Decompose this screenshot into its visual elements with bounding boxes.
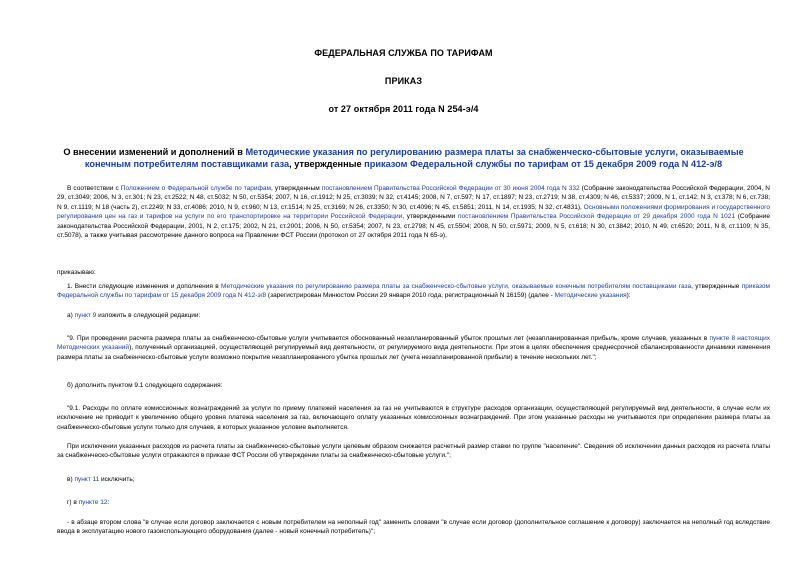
- link-order-412[interactable]: приказом Федеральной службы по тарифам от 15 декабря 2009 года N 412-э/8: [57, 283, 770, 300]
- link-point-9[interactable]: пункт 9: [74, 312, 97, 319]
- link-government-decree-1021[interactable]: постановлением Правительства Российской Федерации от 29 декабря 2000 года N 1021: [458, 213, 736, 221]
- quote-point-9-1-second: При исключении указанных расходов из расчета платы за снабженческо-сбытовые услуги целевым образом снижается расчетный размер ставки по группе "население". Сведения об исключении данных расходов из расчета платы за снабженческо-сбытовые услуги отражаются в приказе ФСТ России об утверждении платы за снабженческо-сбытовые услуги.";: [57, 443, 770, 460]
- title-link-order-412[interactable]: приказом Федеральной службы по тарифам от 15 декабря 2009 года N 412-э/8: [364, 159, 723, 169]
- link-government-decree-332[interactable]: постановлением Правительства Российской Федерации от 30 июня 2004 года N 332: [321, 185, 580, 192]
- item-dash-paragraph: - в абзаце втором слова "в случае если договор заключается с новым потребителем на неполный год" заменить словами "в случае если договор (дополнительное соглашение к договору) заключается на неполный год вследствие ввода в эксплуатацию нового газоиспользующего оборудования (далее - новый конечный потребитель)";: [57, 519, 770, 536]
- date-number-heading: от 27 октября 2011 года N 254-э/4: [328, 104, 479, 114]
- link-point-8[interactable]: пункте 8 настоящих Методических указаний: [57, 335, 771, 352]
- link-fst-regulation[interactable]: Положением о Федеральной службе по тарифам: [120, 185, 271, 192]
- item-1-paragraph: 1. Внести следующие изменения и дополнения в Методические указания по регулированию размера платы за снабженческо-сбытовые услуги, оказываемые конечным потребителям поставщиками газа, утвержденные приказом Федеральной службы по тарифам от 15 декабря 2009 года N 412-э/8 (зарегистрирован Минюстом России 29 января 2010 года, регистрационный N 16159) (далее - Методические указания):: [57, 283, 770, 300]
- link-methodical-guidelines[interactable]: Методические указания по регулированию размера платы за снабженческо-сбытовые услуги, оказываемые конечным потребителям поставщиками газа: [221, 283, 692, 290]
- item-a-paragraph: а) пункт 9 изложить в следующей редакции:: [67, 312, 201, 319]
- document-title: О внесении изменений и дополнений в Методические указания по регулированию размера платы за снабженческо-сбытовые услуги, оказываемые конечным потребителям поставщиками газа, утвержденные приказом Федеральной службы по тарифам от 15 декабря 2009 года N 412-э/8: [63, 147, 744, 169]
- quote-point-9-1: "9.1. Расходы по оплате комиссионных вознаграждений за услуги по приему платежей населения за газ не учитываются в структуре расходов организации, осуществляющей регулируемый вид деятельности, в случае если их исключение не приводит к увеличению общего уровня платежа населения за газ, включающего оплату указанных комиссионных вознаграждений. При этом указанные расходы не учитываются при определении размера платы за снабженческо-сбытовые услуги только для случаев, в которых указанное условие выполняется.: [57, 405, 770, 431]
- link-point-12[interactable]: пункте 12: [78, 499, 108, 506]
- link-basic-provisions[interactable]: Основными положениями формирования и государственного регулирования цен на газ и тарифов на услуги по его транспортировке на территории Российской Федерации: [57, 203, 770, 221]
- quote-point-9: "9. При проведении расчета размера платы за снабженческо-сбытовые услуги учитывается обоснованный незапланированный убыток прошлых лет (незапланированная прибыль, кроме случаев, указанных в пункте 8 настоящих Методических указаний), полученный организацией, осуществляющей регулируемый вид деятельности, от регулируемого вида деятельности. При этом в целях обеспечения среднесрочной сбалансированности динамики изменения размера платы за снабженческо-сбытовые услуги возможно покрытие незапланированного убытка прошлых лет (учета незапланированной прибыли) в течение нескольких лет.";: [57, 335, 771, 361]
- agency-heading: ФЕДЕРАЛЬНАЯ СЛУЖБА ПО ТАРИФАМ: [314, 48, 493, 58]
- link-methodical-guidelines-short[interactable]: Методические указания: [554, 292, 627, 300]
- order-word: приказываю:: [57, 269, 96, 276]
- title-link-methodical-guidelines[interactable]: Методические указания по регулированию размера платы за снабженческо-сбытовые услуги, оказываемые конечным потребителям поставщиками газа: [84, 147, 744, 169]
- item-b-paragraph: б) дополнить пунктом 9.1 следующего содержания:: [67, 382, 223, 389]
- preamble-paragraph: В соответствии с Положением о Федеральной службе по тарифам, утвержденным постановлением Правительства Российской Федерации от 30 июня 2004 года N 332 (Собрание законодательства Российской Федерации, 2004, N 29, ст.3049; 2006, N 3, ст.301; N 23, ст.2522; N 48, ст.5032; N 50, ст.5354; 2007, N 16, ст.1912; N 25, ст.3039; N 32, ст.4145; 2008, N 7, ст.597; N 17, ст.1897; N 23, ст.2719; N 38, ст.4309; N 46, ст.5337; 2009, N 1, ст.142; N 3, ст.378; N 6, ст.738; N 9, ст.1119; N 18 (часть 2), ст.2249; N 33, ст.4086; 2010, N 9, ст.960; N 13, ст.1514; N 25, ст.3169; N 26, ст.3350; N 30, ст.4096; N 45, ст.5851; 2011, N 14, ст.1935; N 32, ст.4831), Основными положениями формирования и государственного регулирования цен на газ и тарифов на услуги по его транспортировке на территории Российской Федерации, утвержденными постановлением Правительства Российской Федерации от 29 декабря 2000 года N 1021 (Собрание законодательства Российской Федерации, 2001, N 2, ст.175; 2002, N 21, ст.2001; 2006, N 50, ст.5354; 2007, N 23, ст.2798; N 45, ст.5504; 2008, N 50, ст.5971; 2009, N 5, ст.618; N 30, ст.3842; 2010, N 49, ст.6520; 2011, N 8, ст.1109; N 35, ст.5078), а также учитывая рассмотрение данного вопроса на Правлении ФСТ России (протокол от 27 октября 2011 года N 65-э),: [57, 185, 770, 240]
- link-point-11[interactable]: пункт 11: [74, 476, 100, 483]
- item-v-paragraph: в) пункт 11 исключить;: [67, 476, 135, 483]
- item-g-paragraph: г) в пункте 12:: [67, 499, 110, 506]
- doc-type-heading: ПРИКАЗ: [384, 76, 423, 86]
